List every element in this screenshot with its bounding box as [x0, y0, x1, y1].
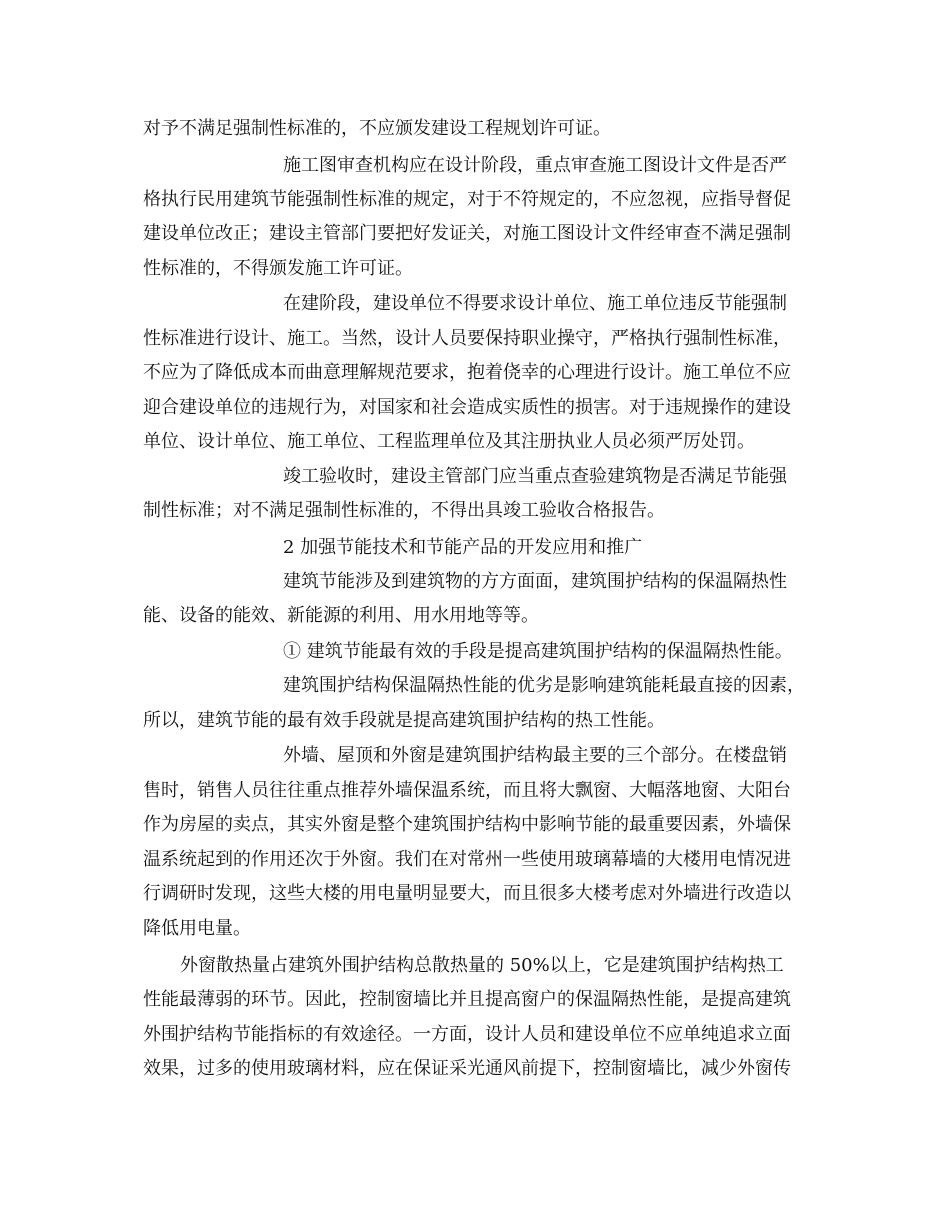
text-line: 单位、设计单位、施工单位、工程监理单位及其注册执业人员必须严厉处罚。 — [143, 431, 755, 452]
text-line: 温系统起到的作用还次于外窗。我们在对常州一些使用玻璃幕墙的大楼用电情况进 — [143, 849, 791, 870]
text-line: 售时，销售人员往往重点推荐外墙保温系统，而且将大飘窗、大幅落地窗、大阳台 — [143, 780, 791, 801]
text-line: 制性标准；对不满足强制性标准的，不得出具竣工验收合格报告。 — [143, 500, 665, 521]
paragraph-start: 施工图审查机构应在设计阶段，重点审查施工图设计文件是否严 — [283, 155, 787, 176]
paragraph-start: 建筑围护结构保温隔热性能的优劣是影响建筑能耗最直接的因素， — [283, 675, 805, 696]
paragraph-start: 建筑节能涉及到建筑物的方方面面，建筑围护结构的保温隔热性 — [283, 571, 787, 592]
text-line: 格执行民用建筑节能强制性标准的规定，对于不符规定的，不应忽视，应指导督促 — [143, 189, 791, 210]
paragraph-start: 竣工验收时，建设主管部门应当重点查验建筑物是否满足节能强 — [283, 466, 787, 487]
text-line: 降低用电量。 — [143, 918, 251, 939]
text-line: 外围护结构节能指标的有效途径。一方面，设计人员和建设单位不应单纯追求立面 — [143, 1024, 791, 1045]
text-line: 建设单位改正；建设主管部门要把好发证关，对施工图设计文件经审查不满足强制 — [143, 223, 791, 244]
text-line: 不应为了降低成本而曲意理解规范要求，抱着侥幸的心理进行设计。施工单位不应 — [143, 362, 791, 383]
text-line: 能、设备的能效、新能源的利用、用水用地等等。 — [143, 605, 539, 626]
paragraph-start: 外墙、屋顶和外窗是建筑围护结构最主要的三个部分。在楼盘销 — [283, 745, 787, 766]
section-heading: 2 加强节能技术和节能产品的开发应用和推广 — [283, 537, 643, 558]
text-line: 效果，过多的使用玻璃材料，应在保证采光通风前提下，控制窗墙比，减少外窗传 — [143, 1058, 791, 1079]
text-line: 性能最薄弱的环节。因此，控制窗墙比并且提高窗户的保温隔热性能，是提高建筑 — [143, 989, 791, 1010]
subsection-heading: ① 建筑节能最有效的手段是提高建筑围护结构的保温隔热性能。 — [283, 641, 793, 662]
paragraph-start: 在建阶段，建设单位不得要求设计单位、施工单位违反节能强制 — [283, 293, 787, 314]
text-line: 性标准的，不得颁发施工许可证。 — [143, 258, 413, 279]
text-line: 性标准进行设计、施工。当然，设计人员要保持职业操守，严格执行强制性标准， — [143, 328, 791, 349]
paragraph-start: 外窗散热量占建筑外围护结构总散热量的 50%以上，它是建筑围护结构热工 — [180, 955, 784, 976]
text-line: 迎合建设单位的违规行为，对国家和社会造成实质性的损害。对于违规操作的建设 — [143, 397, 791, 418]
text-line: 行调研时发现，这些大楼的用电量明显要大，而且很多大楼考虑对外墙进行改造以 — [143, 883, 791, 904]
text-line: 对予不满足强制性标准的，不应颁发建设工程规划许可证。 — [143, 118, 611, 139]
text-line: 所以，建筑节能的最有效手段就是提高建筑围护结构的热工性能。 — [143, 710, 665, 731]
text-line: 作为房屋的卖点，其实外窗是整个建筑围护结构中影响节能的最重要因素，外墙保 — [143, 814, 791, 835]
